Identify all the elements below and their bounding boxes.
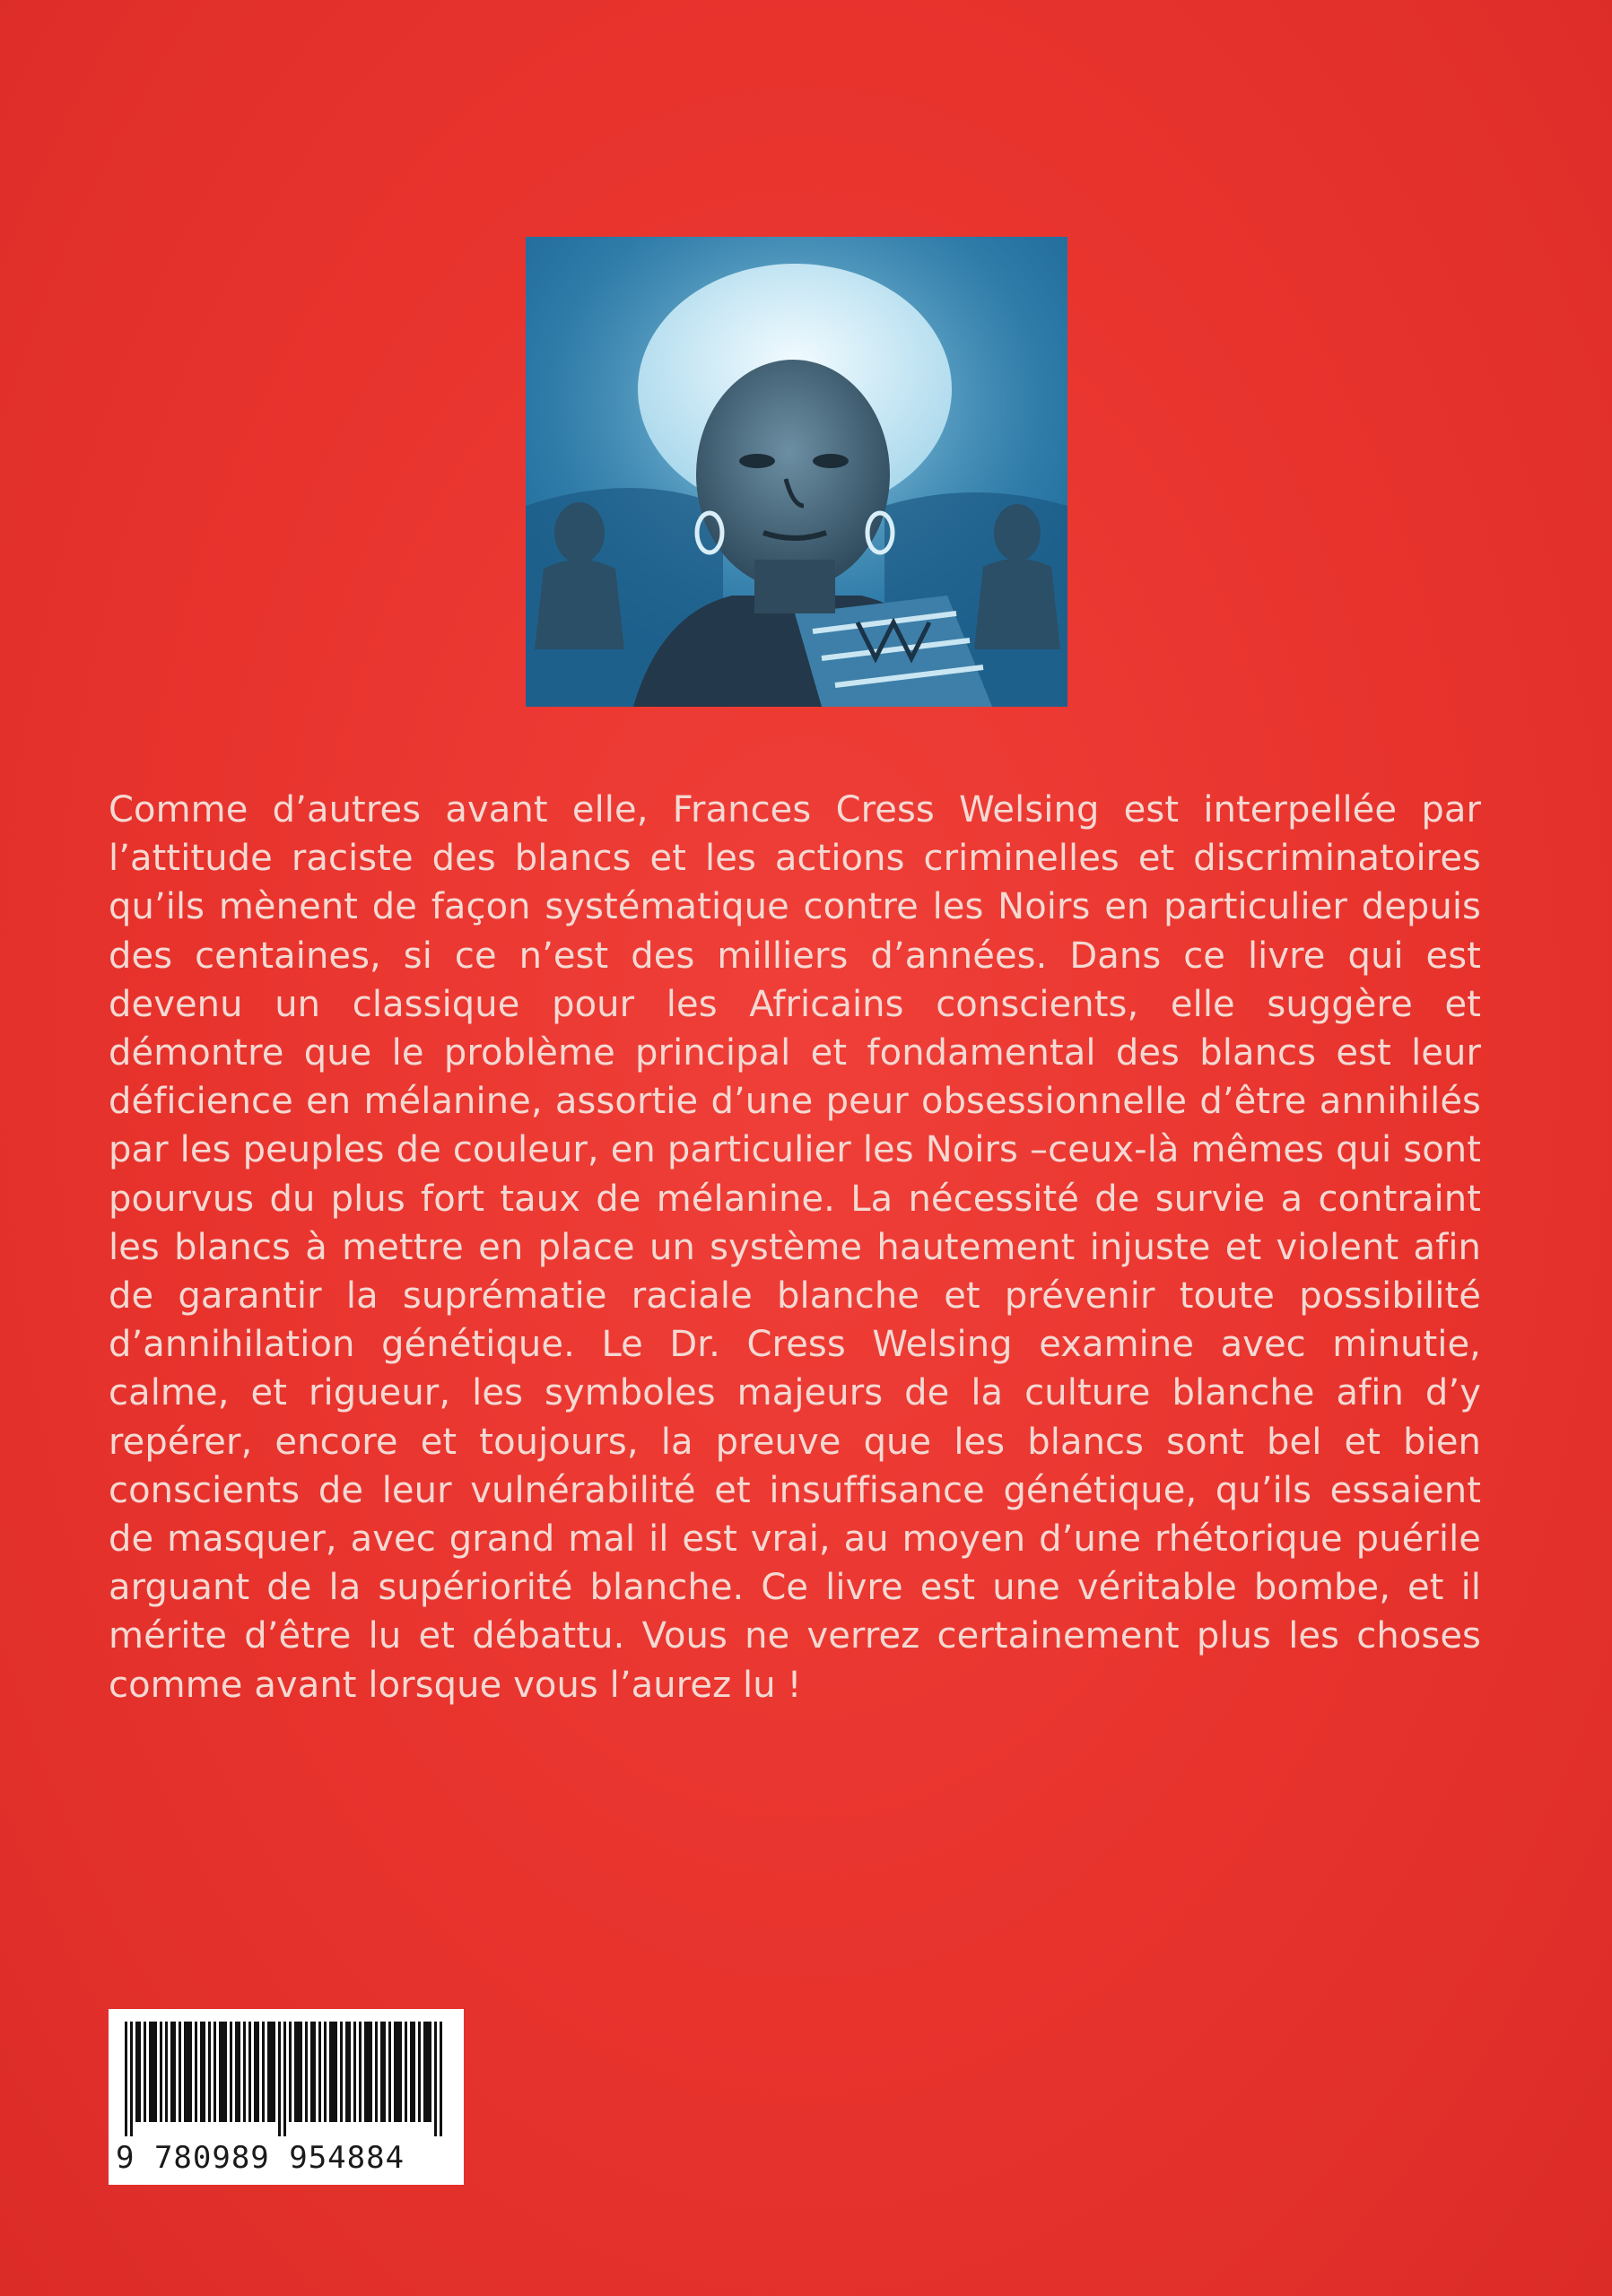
barcode [109,2009,464,2185]
author-portrait [526,237,1067,707]
barcode-icon [125,2022,448,2136]
portrait-photo-icon [526,237,1067,707]
back-cover-blurb: Comme d’autres avant elle, Frances Cress Welsing est interpellée par l’attitude raciste des blancs et les actions criminelles et discriminatoires qu’ils mènent de façon systématique contre les Noirs en particulier depuis des centaines, si ce n’est des milliers d’années. Dans ce livre qui est devenu un classique pour les Africains conscients, elle suggère et démontre que le problème principal et fondamental des blancs est leur déficience en mélanine, assortie d’une peur obsessionnelle d’être annihilés par les peuples de couleur, en particulier les Noirs –ceux-là mêmes qui sont pourvus du plus fort taux de mélanine. La nécessité de survie a contraint les blancs à mettre en place un système hautement injuste et violent afin de garantir la suprématie raciale blanche et prévenir toute possibilité d’annihilation génétique. Le Dr. Cress Welsing examine avec minutie, calme, et rigueur, les symboles majeurs de la culture blanche afin d’y repérer, encore et toujours, la preuve que les blancs sont bel et bien conscients de leur vulnérabilité et insuffisance génétique, qu’ils essaient de masquer, avec grand mal il est vrai, au moyen d’une rhétorique puérile arguant de la supériorité blanche. Ce livre est une véritable bombe, et il mérite d’être lu et débattu. Vous ne verrez certainement plus les choses comme avant lorsque vous l’aurez lu ! [109,789,1481,1706]
isbn-number: 9 780989 954884 [116,2140,405,2176]
